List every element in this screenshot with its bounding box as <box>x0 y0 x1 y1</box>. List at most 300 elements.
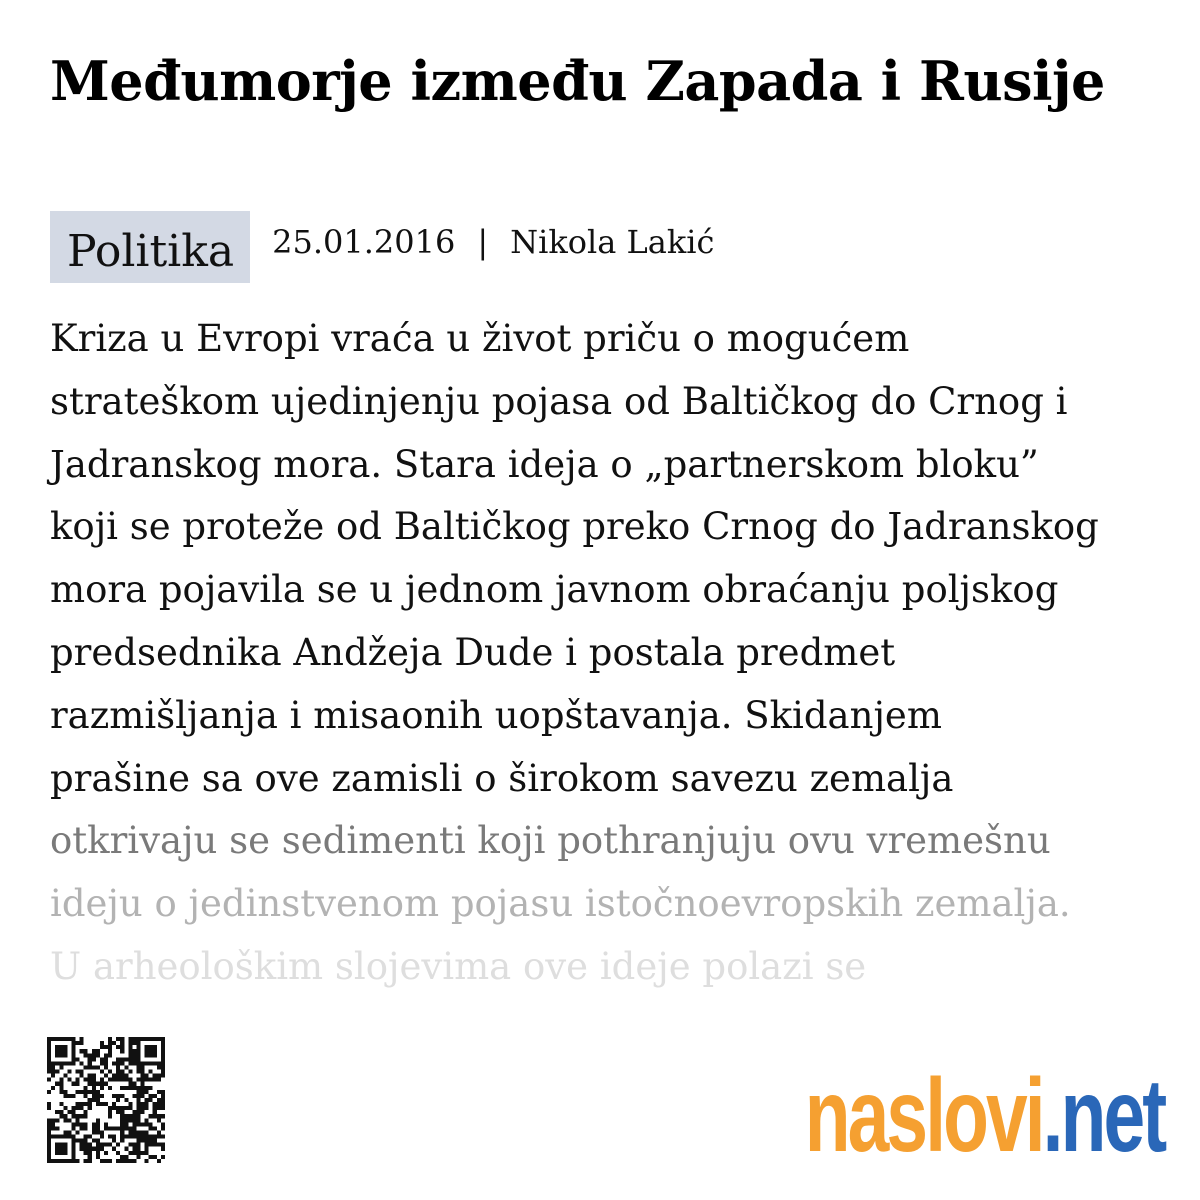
qr-module <box>84 1151 88 1155</box>
qr-module <box>92 1122 96 1126</box>
qr-module <box>84 1053 88 1057</box>
qr-module <box>59 1151 63 1155</box>
qr-module <box>124 1106 128 1110</box>
qr-module <box>88 1061 92 1065</box>
qr-module <box>92 1090 96 1094</box>
qr-module <box>141 1078 145 1082</box>
qr-module <box>145 1061 149 1065</box>
qr-module <box>67 1110 71 1114</box>
qr-module <box>120 1118 124 1122</box>
qr-module <box>153 1078 157 1082</box>
qr-module <box>55 1082 59 1086</box>
qr-module <box>59 1159 63 1163</box>
qr-module <box>124 1159 128 1163</box>
qr-module <box>100 1070 104 1074</box>
qr-module <box>161 1135 165 1139</box>
qr-module <box>132 1086 136 1090</box>
article-author[interactable]: Nikola Lakić <box>510 223 715 261</box>
qr-module <box>161 1155 165 1159</box>
qr-module <box>149 1037 153 1041</box>
qr-module <box>124 1126 128 1130</box>
qr-module <box>145 1090 149 1094</box>
qr-module <box>141 1130 145 1134</box>
qr-module <box>124 1086 128 1090</box>
qr-module <box>161 1126 165 1130</box>
body-line-faded: otkrivaju se sedimenti koji pothranjuju ovu vremešnu <box>50 819 1051 863</box>
qr-module <box>120 1139 124 1143</box>
qr-module <box>88 1135 92 1139</box>
qr-module <box>100 1078 104 1082</box>
body-line: Kriza u Evropi vraća u život priču o mogućem <box>50 317 910 360</box>
qr-module <box>63 1049 67 1053</box>
qr-module <box>149 1135 153 1139</box>
qr-module <box>136 1139 140 1143</box>
qr-module <box>55 1143 59 1147</box>
qr-module <box>116 1143 120 1147</box>
qr-module <box>136 1151 140 1155</box>
qr-module <box>120 1057 124 1061</box>
qr-module <box>67 1070 71 1074</box>
qr-module <box>47 1118 51 1122</box>
qr-module <box>141 1037 145 1041</box>
qr-module <box>63 1074 67 1078</box>
qr-module <box>108 1045 112 1049</box>
qr-module <box>63 1090 67 1094</box>
qr-module <box>132 1061 136 1065</box>
qr-module <box>51 1086 55 1090</box>
qr-module <box>88 1155 92 1159</box>
qr-module <box>80 1049 84 1053</box>
qr-module <box>120 1126 124 1130</box>
qr-module <box>51 1070 55 1074</box>
qr-module <box>80 1122 84 1126</box>
qr-module <box>59 1049 63 1053</box>
qr-module <box>120 1159 124 1163</box>
qr-module <box>149 1143 153 1147</box>
qr-module <box>128 1082 132 1086</box>
qr-module <box>128 1151 132 1155</box>
qr-module <box>100 1082 104 1086</box>
qr-module <box>76 1130 80 1134</box>
qr-module <box>100 1094 104 1098</box>
qr-module <box>128 1126 132 1130</box>
qr-module <box>132 1041 136 1045</box>
qr-module <box>145 1078 149 1082</box>
article-date: 25.01.2016 <box>272 223 456 261</box>
qr-module <box>80 1106 84 1110</box>
qr-module <box>96 1082 100 1086</box>
qr-module <box>128 1135 132 1139</box>
qr-module <box>116 1065 120 1069</box>
qr-module <box>153 1053 157 1057</box>
qr-module <box>100 1086 104 1090</box>
qr-module <box>108 1126 112 1130</box>
qr-module <box>71 1049 75 1053</box>
qr-module <box>112 1078 116 1082</box>
qr-module <box>136 1053 140 1057</box>
qr-module <box>47 1037 51 1041</box>
qr-module <box>80 1041 84 1045</box>
qr-module <box>47 1126 51 1130</box>
qr-module <box>63 1130 67 1134</box>
qr-module <box>145 1037 149 1041</box>
qr-module <box>120 1094 124 1098</box>
qr-module <box>116 1074 120 1078</box>
qr-module <box>141 1122 145 1126</box>
qr-module <box>132 1130 136 1134</box>
qr-module <box>116 1159 120 1163</box>
qr-module <box>124 1057 128 1061</box>
qr-module <box>120 1122 124 1126</box>
qr-module <box>157 1118 161 1122</box>
meta-separator: | <box>477 223 489 261</box>
qr-module <box>128 1078 132 1082</box>
qr-module <box>92 1098 96 1102</box>
qr-module <box>141 1135 145 1139</box>
qr-module <box>80 1070 84 1074</box>
qr-module <box>128 1041 132 1045</box>
qr-module <box>128 1114 132 1118</box>
qr-module <box>149 1155 153 1159</box>
qr-module <box>76 1090 80 1094</box>
qr-module <box>63 1118 67 1122</box>
qr-module <box>51 1135 55 1139</box>
qr-module <box>71 1045 75 1049</box>
qr-module <box>120 1110 124 1114</box>
qr-module <box>116 1126 120 1130</box>
qr-module <box>128 1106 132 1110</box>
qr-module <box>153 1061 157 1065</box>
qr-module <box>145 1130 149 1134</box>
qr-module <box>76 1102 80 1106</box>
qr-module <box>47 1147 51 1151</box>
qr-module <box>108 1114 112 1118</box>
qr-module <box>80 1139 84 1143</box>
qr-module <box>55 1049 59 1053</box>
qr-module <box>55 1061 59 1065</box>
qr-module <box>157 1078 161 1082</box>
qr-module <box>80 1037 84 1041</box>
qr-module <box>47 1155 51 1159</box>
qr-module <box>59 1090 63 1094</box>
qr-module <box>76 1078 80 1082</box>
article-meta <box>50 211 714 283</box>
qr-module <box>149 1078 153 1082</box>
qr-module <box>153 1143 157 1147</box>
qr-module <box>55 1135 59 1139</box>
qr-module <box>132 1135 136 1139</box>
qr-module <box>80 1147 84 1151</box>
qr-module <box>92 1147 96 1151</box>
naslovi-logo[interactable] <box>804 1058 1164 1174</box>
qr-module <box>71 1053 75 1057</box>
qr-module <box>145 1135 149 1139</box>
qr-module <box>136 1078 140 1082</box>
qr-module <box>153 1110 157 1114</box>
qr-module <box>157 1159 161 1163</box>
qr-module <box>108 1086 112 1090</box>
body-line: Jadranskog mora. Stara ideja o „partnerskom bloku” <box>50 442 1039 486</box>
qr-module <box>112 1147 116 1151</box>
qr-module <box>104 1102 108 1106</box>
qr-module <box>51 1118 55 1122</box>
qr-module <box>128 1159 132 1163</box>
qr-module <box>51 1122 55 1126</box>
qr-module <box>120 1114 124 1118</box>
qr-module <box>108 1053 112 1057</box>
qr-module <box>124 1135 128 1139</box>
qr-module <box>161 1049 165 1053</box>
qr-module <box>136 1070 140 1074</box>
qr-module <box>116 1106 120 1110</box>
qr-module <box>149 1086 153 1090</box>
qr-module <box>67 1159 71 1163</box>
qr-module <box>128 1057 132 1061</box>
qr-module <box>136 1065 140 1069</box>
qr-module <box>67 1118 71 1122</box>
qr-module <box>96 1053 100 1057</box>
qr-module <box>136 1118 140 1122</box>
body-line: mora pojavila se u jednom javnom obraćanju poljskog <box>50 568 1059 612</box>
qr-code-icon[interactable] <box>47 1037 165 1163</box>
qr-module <box>153 1126 157 1130</box>
qr-module <box>55 1110 59 1114</box>
qr-module <box>59 1086 63 1090</box>
qr-module <box>88 1143 92 1147</box>
qr-module <box>157 1098 161 1102</box>
category-badge[interactable]: Politika <box>50 211 250 283</box>
qr-module <box>132 1122 136 1126</box>
qr-module <box>157 1143 161 1147</box>
qr-module <box>100 1147 104 1151</box>
qr-module <box>141 1086 145 1090</box>
qr-module <box>132 1159 136 1163</box>
qr-module <box>124 1147 128 1151</box>
qr-module <box>132 1053 136 1057</box>
qr-module <box>116 1057 120 1061</box>
qr-module <box>67 1135 71 1139</box>
qr-module <box>100 1045 104 1049</box>
qr-module <box>136 1130 140 1134</box>
qr-module <box>161 1094 165 1098</box>
logo-text-naslovi: naslovi <box>804 1058 1043 1174</box>
qr-module <box>92 1049 96 1053</box>
qr-module <box>80 1114 84 1118</box>
qr-module <box>149 1053 153 1057</box>
qr-module <box>96 1139 100 1143</box>
qr-module <box>71 1135 75 1139</box>
qr-module <box>141 1110 145 1114</box>
qr-module <box>136 1102 140 1106</box>
qr-module <box>157 1037 161 1041</box>
qr-module <box>112 1061 116 1065</box>
qr-module <box>104 1151 108 1155</box>
qr-module <box>88 1082 92 1086</box>
qr-module <box>51 1065 55 1069</box>
qr-module <box>108 1049 112 1053</box>
qr-module <box>145 1143 149 1147</box>
qr-module <box>100 1135 104 1139</box>
qr-module <box>55 1118 59 1122</box>
qr-module <box>51 1074 55 1078</box>
qr-module <box>84 1122 88 1126</box>
qr-module <box>141 1106 145 1110</box>
qr-module <box>116 1045 120 1049</box>
qr-module <box>120 1106 124 1110</box>
qr-module <box>161 1106 165 1110</box>
qr-module <box>88 1057 92 1061</box>
qr-module <box>128 1053 132 1057</box>
qr-module <box>136 1061 140 1065</box>
qr-module <box>161 1057 165 1061</box>
qr-module <box>120 1130 124 1134</box>
qr-module <box>59 1037 63 1041</box>
qr-module <box>47 1102 51 1106</box>
qr-module <box>145 1147 149 1151</box>
qr-module <box>76 1139 80 1143</box>
qr-module <box>149 1114 153 1118</box>
qr-module <box>108 1037 112 1041</box>
qr-module <box>104 1143 108 1147</box>
qr-module <box>141 1151 145 1155</box>
qr-module <box>47 1041 51 1045</box>
qr-module <box>47 1078 51 1082</box>
qr-module <box>128 1037 132 1041</box>
qr-module <box>132 1037 136 1041</box>
qr-module <box>161 1065 165 1069</box>
body-line: prašine sa ove zamisli o širokom savezu zemalja <box>50 756 954 800</box>
qr-module <box>120 1086 124 1090</box>
body-line: predsednika Andžeja Dude i postala predmet <box>50 630 896 674</box>
qr-module <box>153 1074 157 1078</box>
qr-module <box>153 1114 157 1118</box>
qr-module <box>116 1098 120 1102</box>
qr-module <box>55 1037 59 1041</box>
qr-module <box>141 1102 145 1106</box>
qr-module <box>88 1147 92 1151</box>
qr-module <box>100 1041 104 1045</box>
qr-module <box>47 1061 51 1065</box>
qr-module <box>59 1082 63 1086</box>
qr-module <box>161 1098 165 1102</box>
qr-module <box>136 1155 140 1159</box>
qr-module <box>76 1106 80 1110</box>
qr-module <box>96 1102 100 1106</box>
qr-module <box>92 1139 96 1143</box>
qr-module <box>104 1074 108 1078</box>
qr-module <box>104 1065 108 1069</box>
qr-module <box>47 1106 51 1110</box>
qr-module <box>47 1151 51 1155</box>
body-line: razmišljanja i misaonih uopštavanja. Skidanjem <box>50 693 942 737</box>
qr-module <box>71 1155 75 1159</box>
qr-module <box>84 1159 88 1163</box>
qr-module <box>96 1155 100 1159</box>
qr-module <box>128 1143 132 1147</box>
qr-module <box>92 1074 96 1078</box>
qr-module <box>149 1139 153 1143</box>
qr-module <box>92 1126 96 1130</box>
qr-module <box>100 1061 104 1065</box>
qr-module <box>71 1110 75 1114</box>
qr-module <box>108 1143 112 1147</box>
qr-module <box>104 1082 108 1086</box>
qr-module <box>132 1110 136 1114</box>
qr-module <box>96 1098 100 1102</box>
body-line-faded: U arheološkim slojevima ove ideje polazi se <box>50 944 867 988</box>
qr-module <box>157 1106 161 1110</box>
qr-module <box>104 1045 108 1049</box>
qr-module <box>84 1139 88 1143</box>
qr-module <box>67 1037 71 1041</box>
qr-module <box>161 1041 165 1045</box>
qr-module <box>108 1078 112 1082</box>
qr-module <box>132 1049 136 1053</box>
qr-module <box>128 1061 132 1065</box>
qr-module <box>153 1135 157 1139</box>
qr-module <box>92 1082 96 1086</box>
qr-module <box>96 1151 100 1155</box>
qr-module <box>55 1159 59 1163</box>
qr-module <box>71 1037 75 1041</box>
qr-module <box>145 1045 149 1049</box>
qr-module <box>104 1122 108 1126</box>
qr-module <box>88 1053 92 1057</box>
qr-module <box>71 1106 75 1110</box>
qr-module <box>120 1074 124 1078</box>
qr-module <box>59 1102 63 1106</box>
qr-module <box>161 1090 165 1094</box>
body-line-faded: ideju o jedinstvenom pojasu istočnoevropskih zemalja. <box>50 882 1071 926</box>
qr-module <box>145 1074 149 1078</box>
qr-module <box>63 1037 67 1041</box>
qr-module <box>47 1049 51 1053</box>
qr-module <box>67 1061 71 1065</box>
qr-module <box>63 1143 67 1147</box>
qr-module <box>88 1098 92 1102</box>
qr-module <box>161 1143 165 1147</box>
qr-module <box>161 1147 165 1151</box>
qr-module <box>153 1045 157 1049</box>
qr-module <box>71 1041 75 1045</box>
qr-module <box>84 1094 88 1098</box>
qr-module <box>84 1114 88 1118</box>
qr-module <box>96 1090 100 1094</box>
qr-module <box>51 1159 55 1163</box>
qr-module <box>96 1122 100 1126</box>
qr-module <box>96 1143 100 1147</box>
qr-module <box>71 1122 75 1126</box>
qr-module <box>84 1102 88 1106</box>
qr-module <box>59 1110 63 1114</box>
qr-module <box>136 1086 140 1090</box>
qr-module <box>47 1045 51 1049</box>
qr-module <box>47 1053 51 1057</box>
qr-module <box>149 1122 153 1126</box>
qr-module <box>120 1061 124 1065</box>
qr-module <box>59 1065 63 1069</box>
qr-module <box>136 1037 140 1041</box>
qr-module <box>136 1094 140 1098</box>
qr-module <box>157 1074 161 1078</box>
qr-module <box>161 1053 165 1057</box>
qr-module <box>51 1061 55 1065</box>
qr-module <box>71 1147 75 1151</box>
qr-module <box>136 1110 140 1114</box>
qr-module <box>108 1135 112 1139</box>
qr-module <box>132 1147 136 1151</box>
qr-module <box>116 1151 120 1155</box>
